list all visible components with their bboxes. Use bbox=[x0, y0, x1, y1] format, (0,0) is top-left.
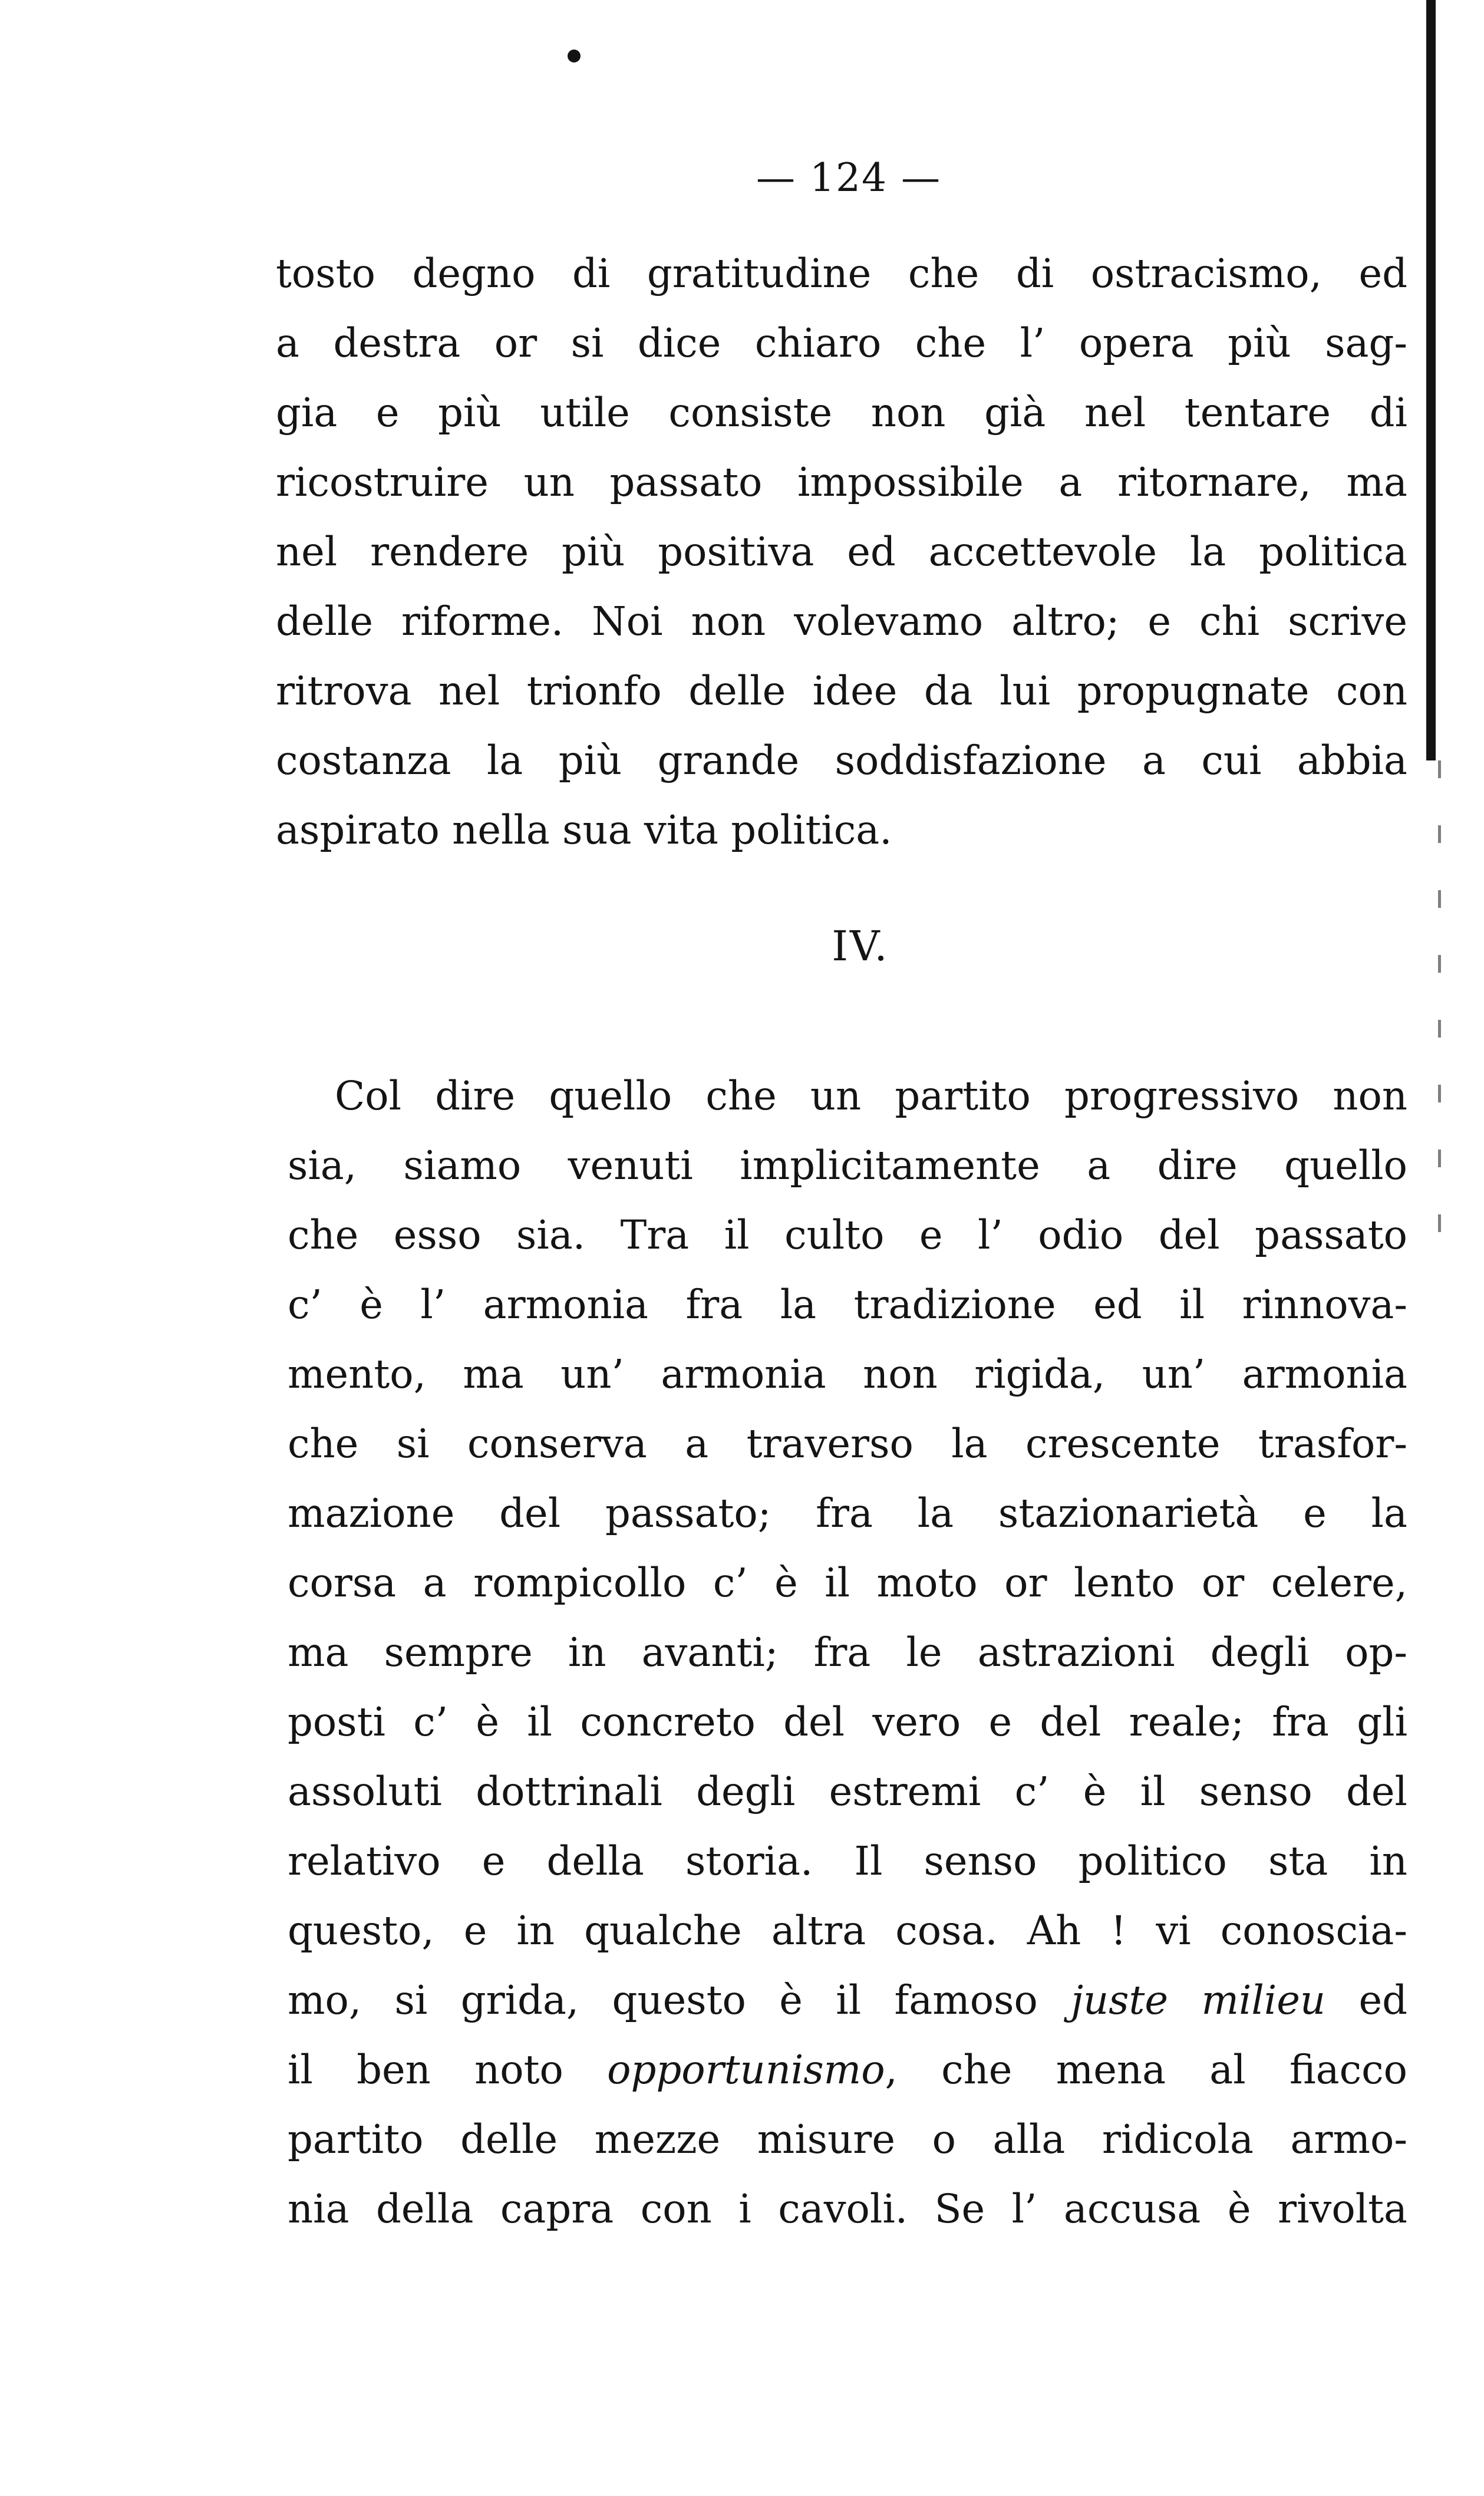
text-line: questo, e in qualche altra cosa. Ah ! vi conoscia- bbox=[288, 1908, 1407, 1954]
text-line: ma sempre in avanti; fra le astrazioni degli op- bbox=[288, 1629, 1407, 1675]
bottom-paragraph bbox=[288, 1061, 1407, 2244]
italic-term-juste-milieu: juste milieu bbox=[1071, 1977, 1326, 2023]
text-line: sia, siamo venuti implicitamente a dire quello bbox=[288, 1142, 1407, 1188]
text-line: tosto degno di gratitudine che di ostracismo, ed bbox=[276, 251, 1407, 297]
text-line: che si conserva a traverso la crescente trasfor- bbox=[288, 1421, 1407, 1467]
text-line: costanza la più grande soddisfazione a cui abbia bbox=[276, 737, 1407, 783]
text-line: che esso sia. Tra il culto e l’ odio del passato bbox=[288, 1212, 1407, 1258]
text-line-with-italic bbox=[288, 1965, 1407, 2035]
text-segment: , che mena al fiacco bbox=[885, 2047, 1407, 2093]
ink-dot-mark bbox=[568, 50, 581, 62]
text-line: gia e più utile consiste non già nel tentare di bbox=[276, 390, 1407, 436]
page-number: — 124 — bbox=[756, 155, 941, 200]
italic-term-opportunismo: opportunismo bbox=[607, 2047, 885, 2093]
text-segment: il ben noto bbox=[288, 2047, 608, 2093]
page-edge-rule bbox=[1426, 0, 1436, 760]
text-segment: ed bbox=[1325, 1977, 1407, 2023]
top-paragraph bbox=[276, 239, 1407, 865]
text-line: corsa a rompicollo c’ è il moto or lento or celere, bbox=[288, 1560, 1407, 1606]
text-line: ricostruire un passato impossibile a ritornare, ma bbox=[276, 459, 1407, 505]
page-edge-rule-faint bbox=[1438, 760, 1441, 1244]
text-segment: mo, si grida, questo è il famoso bbox=[288, 1977, 1071, 2023]
text-line: ritrova nel trionfo delle idee da lui propugnate con bbox=[276, 668, 1407, 714]
section-heading: IV. bbox=[832, 922, 889, 970]
text-line: Col dire quello che un partito progressivo non bbox=[335, 1073, 1407, 1119]
text-line: assoluti dottrinali degli estremi c’ è il senso del bbox=[288, 1769, 1407, 1815]
text-line: relativo e della storia. Il senso politico sta in bbox=[288, 1838, 1407, 1884]
text-line: c’ è l’ armonia fra la tradizione ed il rinnova- bbox=[288, 1282, 1407, 1328]
text-line: aspirato nella sua vita politica. bbox=[276, 807, 892, 853]
text-line: nia della capra con i cavoli. Se l’ accusa è rivolta bbox=[288, 2186, 1407, 2232]
text-line: mazione del passato; fra la stazionarietà e la bbox=[288, 1490, 1407, 1536]
text-line: delle riforme. Noi non volevamo altro; e chi scrive bbox=[276, 598, 1407, 644]
text-line: posti c’ è il concreto del vero e del reale; fra gli bbox=[288, 1699, 1407, 1745]
text-line-with-italic bbox=[288, 2035, 1407, 2105]
text-line: a destra or si dice chiaro che l’ opera più sag- bbox=[276, 320, 1407, 366]
text-line: nel rendere più positiva ed accettevole la politica bbox=[276, 529, 1407, 575]
text-line: partito delle mezze misure o alla ridicola armo- bbox=[288, 2116, 1407, 2162]
text-line: mento, ma un’ armonia non rigida, un’ armonia bbox=[288, 1351, 1407, 1397]
